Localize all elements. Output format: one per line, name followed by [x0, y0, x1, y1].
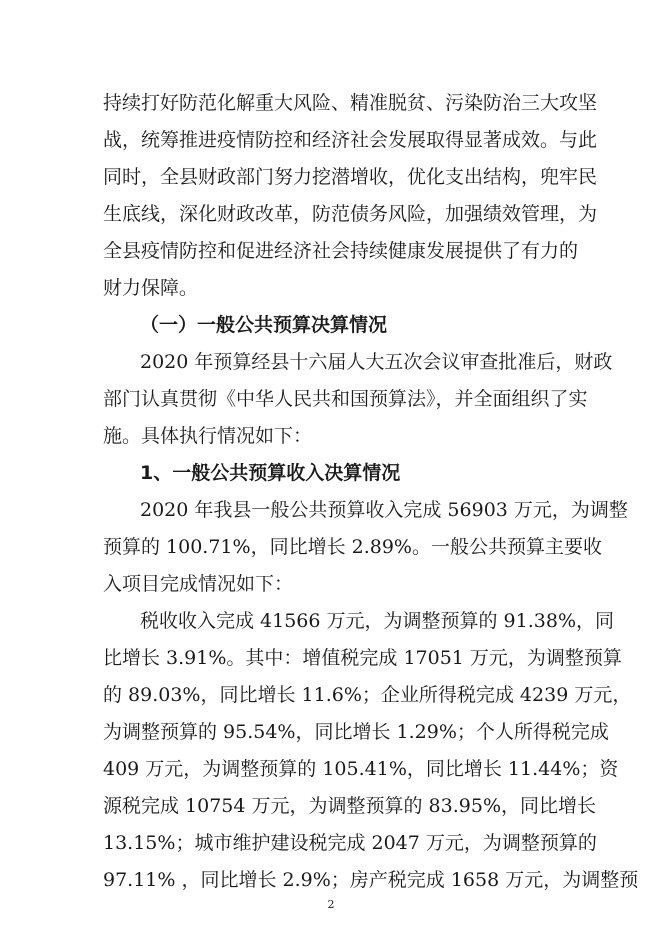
text-line: 源税完成 10754 万元，为调整预算的 83.95%，同比增长 [103, 795, 597, 817]
text-line: 13.15%；城市维护建设税完成 2047 万元，为调整预算的 [103, 832, 597, 854]
text-line: 的 89.03%，同比增长 11.6%；企业所得税完成 4239 万元， [103, 684, 632, 706]
text-line: 入项目完成情况如下： [103, 573, 294, 595]
text-line: 409 万元，为调整预算的 105.41%，同比增长 11.44%；资 [103, 758, 619, 780]
text-line: 2020 年我县一般公共预算收入完成 56903 万元，为调整 [140, 499, 628, 521]
text-line: 生底线，深化财政改革，防范债务风险，加强绩效管理，为 [103, 203, 598, 225]
subsection-heading: 1、一般公共预算收入决算情况 [140, 462, 401, 484]
text-line: 施。具体执行情况如下： [103, 425, 313, 447]
text-line: 持续打好防范化解重大风险、精准脱贫、污染防治三大攻坚 [103, 92, 598, 114]
text-line: 同时，全县财政部门努力挖潜增收，优化支出结构，兜牢民 [103, 166, 598, 188]
text-line: 全县疫情防控和促进经济社会持续健康发展提供了有力的 [103, 240, 579, 262]
text-line: 97.11% ，同比增长 2.9%；房产税完成 1658 万元，为调整预 [103, 869, 639, 891]
text-line: 部门认真贯彻《中华人民共和国预算法》，并全面组织了实 [103, 388, 588, 410]
page-number: 2 [327, 898, 335, 911]
text-line: 2020 年预算经县十六届人大五次会议审查批准后，财政 [140, 351, 613, 373]
text-line: 比增长 3.91%。其中：增值税完成 17051 万元，为调整预算 [103, 647, 622, 669]
text-line: 税收收入完成 41566 万元，为调整预算的 91.38%，同 [140, 610, 615, 632]
text-line: 为调整预算的 95.54%，同比增长 1.29%；个人所得税完成 [103, 721, 609, 743]
text-line: 战，统筹推进疫情防控和经济社会发展取得显著成效。与此 [103, 129, 598, 151]
text-line: 预算的 100.71%，同比增长 2.89%。一般公共预算主要收 [103, 536, 602, 558]
section-heading: （一）一般公共预算决算情况 [140, 314, 388, 336]
text-line: 财力保障。 [103, 277, 199, 299]
